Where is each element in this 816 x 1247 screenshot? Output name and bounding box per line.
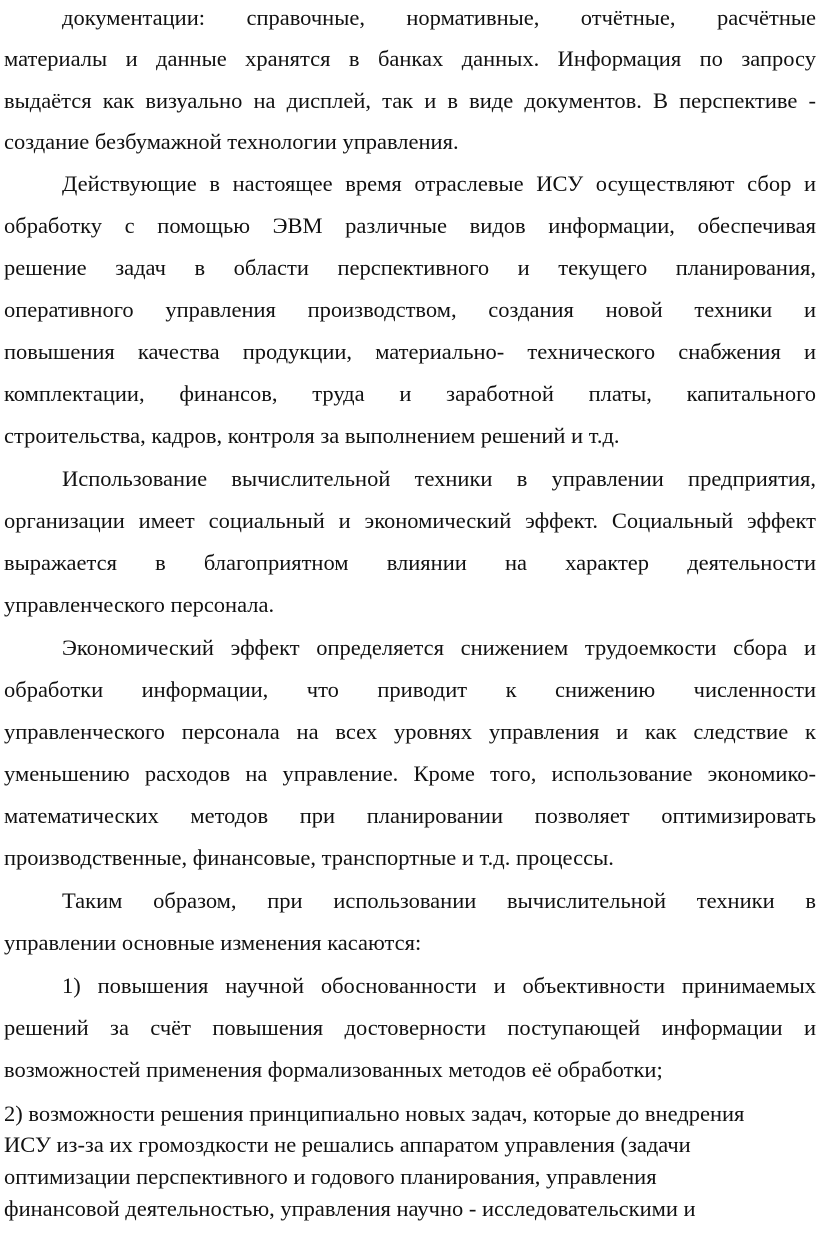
list-item-line: 2) возможности решения принципиально новых задач, которые до внедрения	[4, 1101, 745, 1126]
list-item-line: решений за счёт повышения достоверности поступающей информации и	[4, 1015, 816, 1040]
text-line: уменьшению расходов на управление. Кроме того, использование экономико-	[4, 761, 816, 786]
text-line: документации: справочные, нормативные, отчётные, расчётные	[62, 5, 816, 30]
text-line: организации имеет социальный и экономический эффект. Социальный эффект	[4, 508, 816, 533]
text-line: оперативного управления производством, создания новой техники и	[4, 297, 816, 322]
text-line: строительства, кадров, контроля за выполнением решений и т.д.	[4, 423, 620, 448]
text-line: управлении основные изменения касаются:	[4, 930, 422, 955]
text-line: повышения качества продукции, материально- технического снабжения и	[4, 339, 816, 364]
text-line: выдаётся как визуально на дисплей, так и в виде документов. В перспективе -	[4, 88, 816, 113]
text-line: производственные, финансовые, транспортные и т.д. процессы.	[4, 845, 614, 870]
text-line: материалы и данные хранятся в банках данных. Информация по запросу	[4, 46, 816, 71]
text-line: Использование вычислительной техники в управлении предприятия,	[62, 466, 816, 491]
text-line: математических методов при планировании позволяет оптимизировать	[4, 803, 816, 828]
text-line: управленческого персонала на всех уровнях управления и как следствие к	[4, 719, 816, 744]
text-line: обработку с помощью ЭВМ различные видов информации, обеспечивая	[4, 213, 816, 238]
text-line: Экономический эффект определяется снижением трудоемкости сбора и	[62, 635, 816, 660]
text-line: Действующие в настоящее время отраслевые ИСУ осуществляют сбор и	[62, 171, 816, 196]
text-line: решение задач в области перспективного и текущего планирования,	[4, 255, 816, 280]
text-line: обработки информации, что приводит к снижению численности	[4, 677, 816, 702]
text-line: создание безбумажной технологии управления.	[4, 129, 459, 154]
text-line: комплектации, финансов, труда и заработной платы, капитального	[4, 381, 816, 406]
list-item-line: возможностей применения формализованных методов её обработки;	[4, 1057, 663, 1082]
list-item-line: ИСУ из-за их громоздкости не решались аппаратом управления (задачи	[4, 1132, 691, 1157]
list-item-line: финансовой деятельностью, управления научно - исследовательскими и	[4, 1196, 696, 1221]
text-line: управленческого персонала.	[4, 592, 275, 617]
text-line: Таким образом, при использовании вычислительной техники в	[62, 888, 816, 913]
list-item-line: оптимизации перспективного и годового планирования, управления	[4, 1164, 657, 1189]
list-item-line: 1) повышения научной обоснованности и объективности принимаемых	[62, 973, 816, 998]
text-line: выражается в благоприятном влиянии на характер деятельности	[4, 550, 816, 575]
